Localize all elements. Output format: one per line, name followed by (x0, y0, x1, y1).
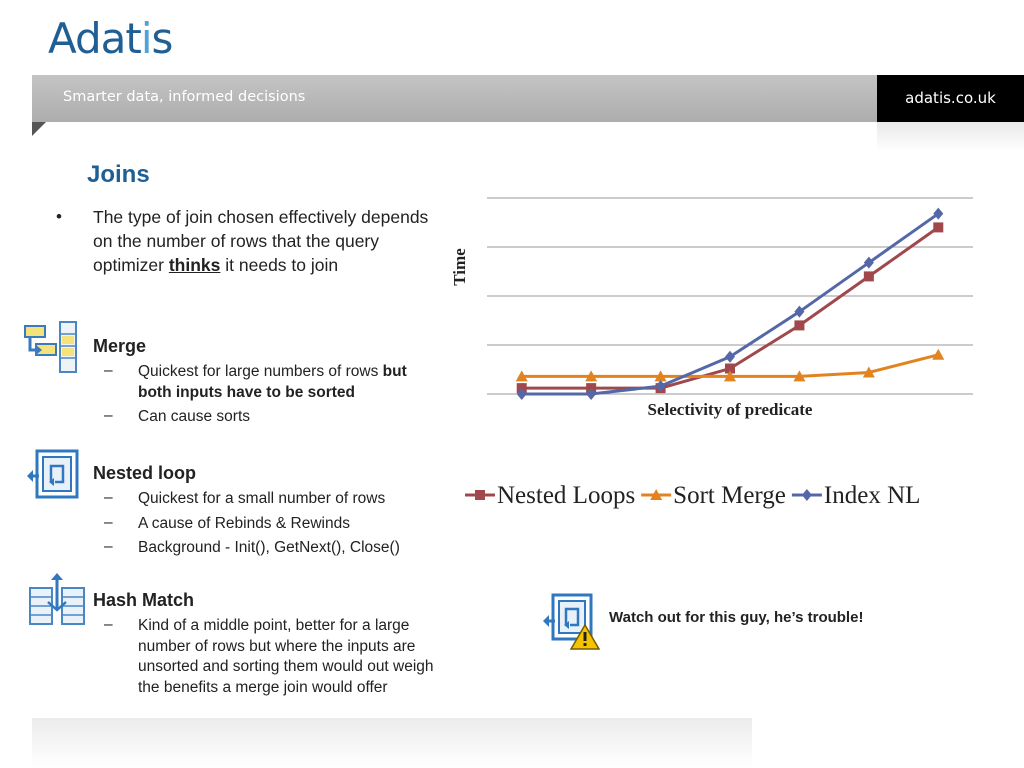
nested-loop-title: Nested loop (93, 463, 197, 483)
intro-text: The type of join chosen effectively depends on the number of rows that the query optimizer thinks it needs to join (93, 207, 429, 275)
merge-item-1: Quickest for large numbers of rows but both inputs have to be sorted (138, 363, 407, 401)
legend-label: Index NL (823, 482, 921, 509)
dash-marker: – (104, 489, 113, 506)
data-point (932, 349, 944, 360)
dash-marker: – (104, 538, 113, 555)
chart-legend (465, 482, 920, 509)
merge-join-icon (22, 320, 80, 381)
site-url: adatis.co.uk (877, 75, 1024, 122)
data-point (794, 320, 804, 330)
callout-text: Watch out for this guy, he’s trouble! (609, 609, 864, 626)
legend-label: Sort Merge (673, 482, 786, 509)
bullet-marker: • (56, 207, 62, 226)
nested-loop-item-1: Quickest for a small number of rows (138, 490, 386, 507)
banner-fold-decoration (32, 122, 46, 136)
hash-match-title: Hash Match (93, 590, 195, 610)
slide-title: Joins (87, 161, 150, 188)
nested-loop-icon (25, 448, 81, 507)
nested-loop-item-2: A cause of Rebinds & Rewinds (138, 515, 350, 532)
bottom-shadow (32, 718, 752, 768)
join-performance-chart (440, 180, 980, 520)
dash-marker: – (104, 362, 113, 379)
dash-marker: – (104, 407, 113, 424)
legend-marker (802, 489, 812, 501)
hash-match-icon (26, 572, 88, 633)
nested-loop-item-3: Background - Init(), GetNext(), Close() (138, 539, 400, 556)
hash-match-item-1: Kind of a middle point, better for a large number of rows but where the inputs are unsorted and sorting them would out weigh the benefits a merge join would offer (138, 617, 434, 696)
header-shadow (877, 122, 1024, 152)
dash-marker: – (104, 616, 113, 633)
tagline: Smarter data, informed decisions (63, 89, 306, 105)
merge-item-2: Can cause sorts (138, 408, 250, 425)
nested-loop-warning-icon (541, 591, 601, 656)
chart-series (516, 208, 945, 400)
legend-marker (475, 490, 485, 500)
x-axis-label: Selectivity of predicate (647, 400, 813, 419)
y-axis-label: Time (450, 248, 469, 286)
merge-title: Merge (93, 336, 147, 356)
emphasis-thinks: thinks (168, 255, 221, 275)
data-point (864, 271, 874, 281)
data-point (933, 222, 943, 232)
dash-marker: – (104, 514, 113, 531)
legend-label: Nested Loops (497, 482, 636, 509)
data-point (725, 351, 735, 363)
adatis-logo: Adatis (48, 14, 173, 63)
